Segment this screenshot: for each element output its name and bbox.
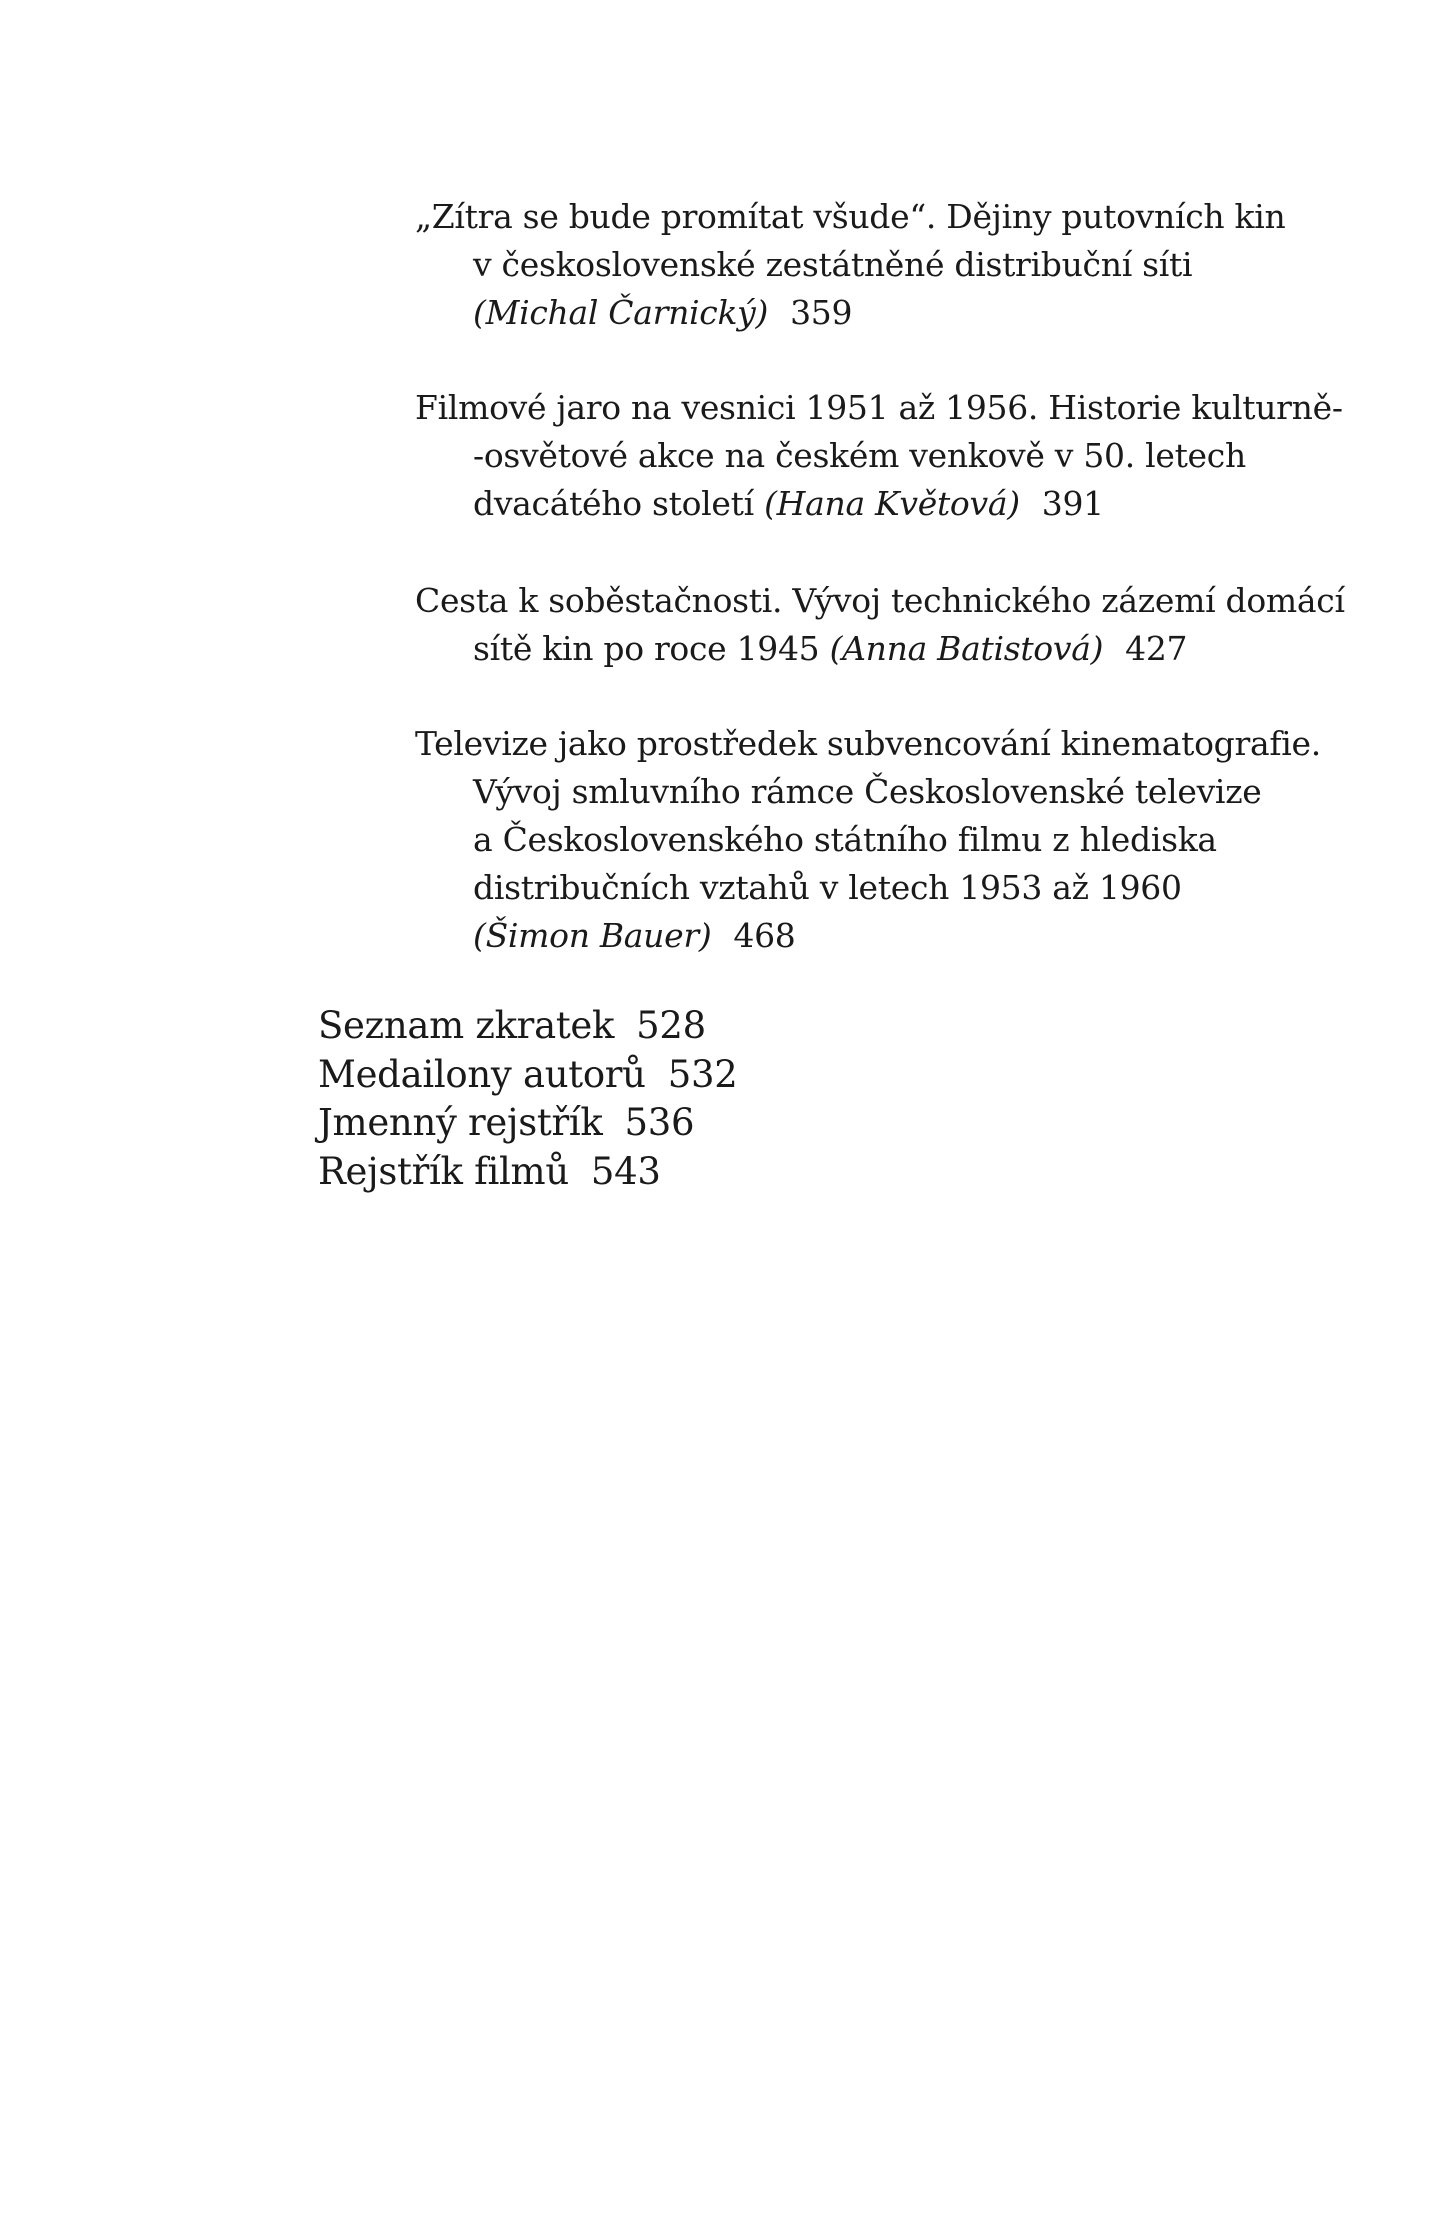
back-matter-page-number: 532 (667, 1052, 738, 1096)
toc-entry (415, 384, 1343, 528)
entry-author-line (415, 625, 1335, 673)
back-matter-item (318, 1051, 737, 1100)
entry-author: (Šimon Bauer) (473, 916, 712, 955)
back-matter-item (318, 1002, 737, 1051)
entry-title-line: sítě kin po roce 1945 (473, 629, 820, 668)
back-matter-item (318, 1099, 737, 1148)
entry-title-line: -osvětové akce na českém venkově v 50. letech (473, 436, 1246, 475)
entry-author: (Anna Batistová) (829, 629, 1104, 668)
back-matter-page-number: 536 (624, 1101, 695, 1144)
entry-title-line: v československé zestátněné distribuční síti (473, 245, 1193, 284)
entry-title-line: Filmové jaro na vesnici 1951 až 1956. Historie kulturně- (415, 388, 1343, 427)
entry-author-line (415, 289, 1335, 337)
toc-entry (415, 577, 1345, 673)
back-matter-label: Medailony autorů (318, 1052, 646, 1096)
back-matter-item (318, 1148, 737, 1197)
entry-page-number: 468 (733, 916, 796, 955)
back-matter-page-number: 528 (636, 1004, 706, 1047)
back-matter-label: Jmenný rejstřík (318, 1101, 603, 1144)
entry-title-line: Cesta k soběstačnosti. Vývoj technického zázemí domácí (415, 581, 1345, 620)
entry-title-line: dvacátého století (473, 484, 754, 523)
entry-title-line: distribučních vztahů v letech 1953 až 1960 (473, 868, 1182, 907)
back-matter-page-number: 543 (590, 1149, 661, 1193)
entry-author: (Michal Čarnický) (473, 293, 769, 332)
entry-page-number: 359 (790, 293, 853, 332)
entry-author-line (415, 912, 1335, 960)
back-matter-label: Seznam zkratek (318, 1004, 615, 1047)
entry-author: (Hana Květová) (764, 484, 1020, 523)
entry-title-line: Televize jako prostředek subvencování kinematografie. (415, 724, 1321, 763)
entry-author-line (415, 480, 1335, 528)
back-matter-list (318, 1002, 737, 1196)
toc-entry (415, 720, 1335, 960)
entry-title-line: „Zítra se bude promítat všude“. Dějiny putovních kin (415, 197, 1286, 236)
back-matter-label: Rejstřík filmů (318, 1149, 569, 1193)
entry-title-line: Vývoj smluvního rámce Československé televize (473, 772, 1262, 811)
entry-page-number: 391 (1041, 484, 1104, 523)
entry-title-line: a Československého státního filmu z hlediska (473, 820, 1217, 859)
entry-page-number: 427 (1125, 629, 1188, 668)
toc-entry (415, 193, 1335, 337)
